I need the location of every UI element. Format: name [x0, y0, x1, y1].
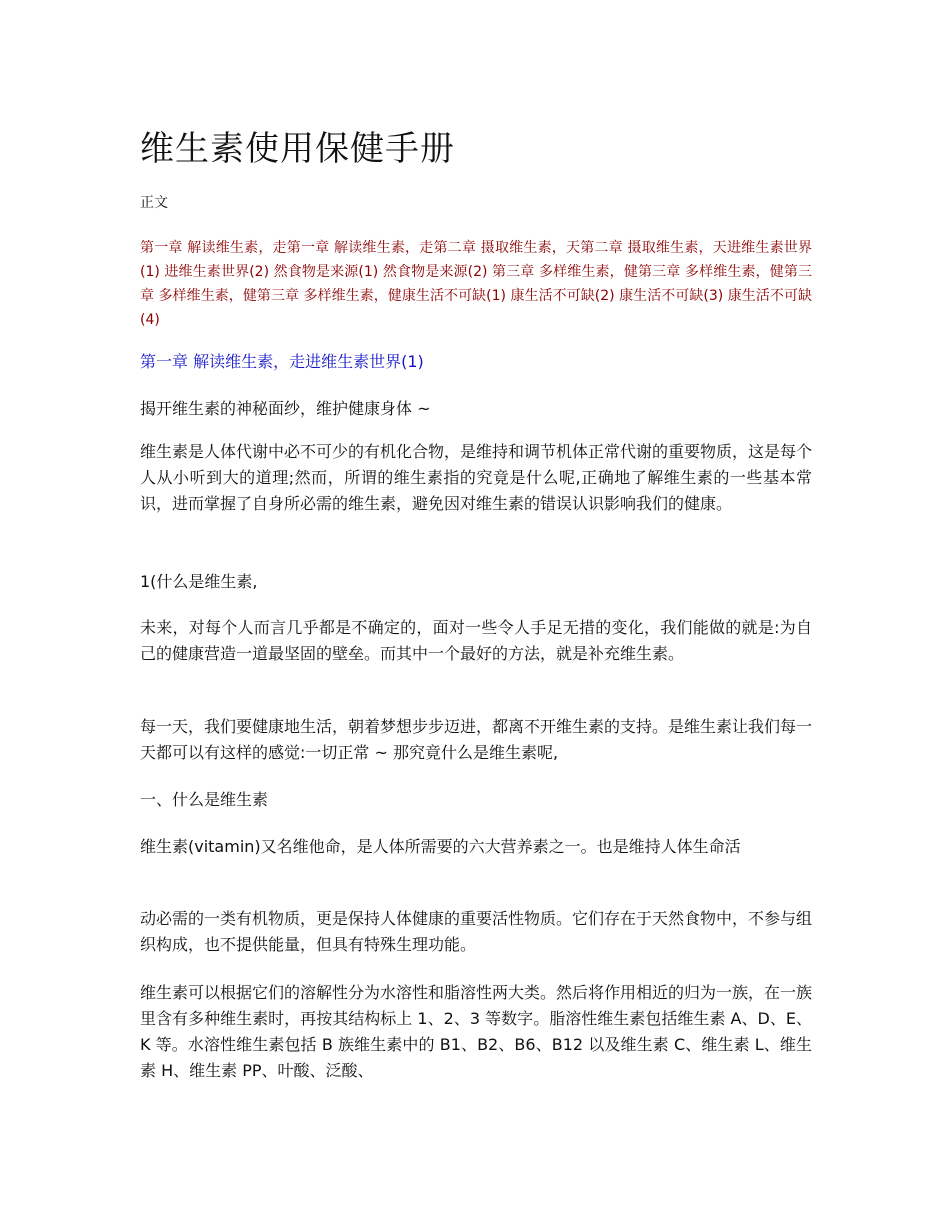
paragraph-intro: 揭开维生素的神秘面纱，维护健康身体 ~ — [140, 399, 431, 418]
paragraph-daily: 每一天，我们要健康地生活，朝着梦想步步迈进，都离不开维生素的支持。是维生素让我们每一天都可以有这样的感觉:一切正常 ~ 那究竟什么是维生素呢, — [140, 717, 813, 762]
section-heading: 一、什么是维生素 — [140, 790, 269, 809]
chapter-heading[interactable]: 第一章 解读维生素，走进维生素世界(1) — [140, 352, 424, 371]
document-title: 维生素使用保健手册 — [140, 129, 455, 169]
table-of-contents[interactable]: 第一章 解读维生素，走第一章 解读维生素，走第二章 摄取维生素，天第二章 摄取维生素，天进维生素世界(1) 进维生素世界(2) 然食物是来源(1) 然食物是来源(2) 第三章 多样维生素，健第三章 多样维生素，健第三章 多样维生素，健第三章 多样维生素，健康生活不可缺(1) 康生活不可缺(2) 康生活不可缺(3) 康生活不可缺(4) — [140, 240, 812, 328]
paragraph-organic: 动必需的一类有机物质，更是保持人体健康的重要活性物质。它们存在于天然食物中，不参与组织构成，也不提供能量，但具有特殊生理功能。 — [140, 909, 813, 954]
paragraph-definition: 维生素是人体代谢中必不可少的有机化合物，是维持和调节机体正常代谢的重要物质，这是每个人从小听到大的道理;然而，所谓的维生素指的究竟是什么呢,正确地了解维生素的一些基本常识，进而掌握了自身所必需的维生素，避免因对维生素的错误认识影响我们的健康。 — [140, 442, 813, 513]
paragraph-future: 未来，对每个人而言几乎都是不确定的，面对一些令人手足无措的变化，我们能做的就是:为自己的健康营造一道最坚固的壁垒。而其中一个最好的方法，就是补充维生素。 — [140, 618, 812, 663]
paragraph-question: 1(什么是维生素, — [140, 572, 258, 591]
paragraph-classification: 维生素可以根据它们的溶解性分为水溶性和脂溶性两大类。然后将作用相近的归为一族，在一族里含有多种维生素时，再按其结构标上 1、2、3 等数字。脂溶性维生素包括维生素 A、D、E、K 等。水溶性维生素包括 B 族维生素中的 B1、B2、B6、B12 以及维生素 C、维生素 L、维生素 H、维生素 PP、叶酸、泛酸、 — [140, 983, 813, 1080]
document-subtitle: 正文 — [140, 195, 168, 211]
paragraph-vitamin-name: 维生素(vitamin)又名维他命，是人体所需要的六大营养素之一。也是维持人体生命活 — [140, 837, 741, 856]
